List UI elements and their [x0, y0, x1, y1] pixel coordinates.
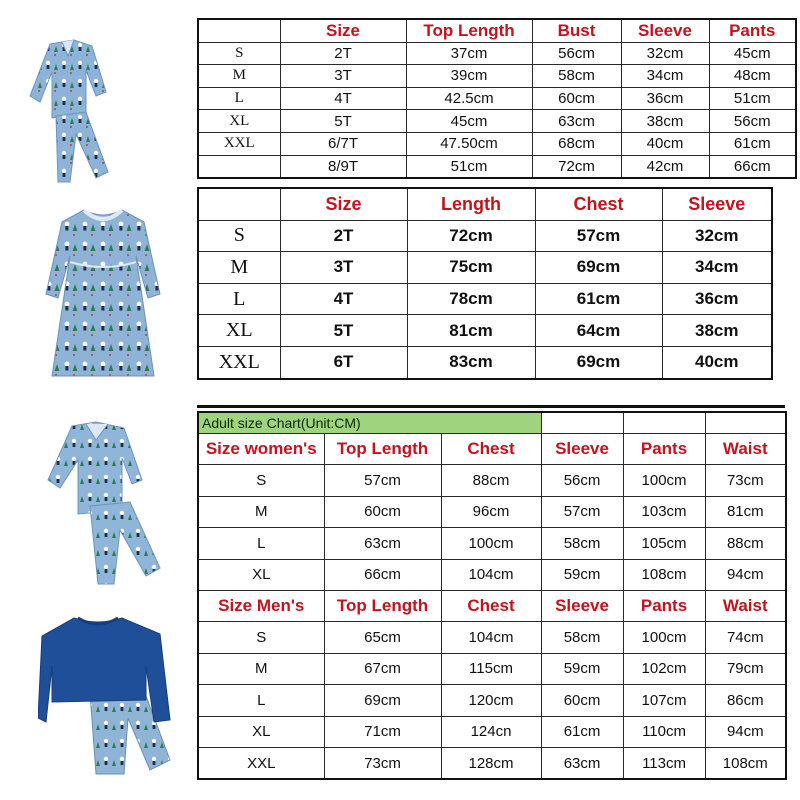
table-cell: 81cm	[407, 315, 535, 347]
table-row	[198, 496, 786, 527]
table-cell: 61cm	[535, 283, 662, 315]
table-cell: 40cm	[662, 346, 772, 378]
table-cell: 2T	[280, 220, 407, 252]
table-row	[198, 716, 786, 747]
table-cell: 48cm	[709, 65, 796, 88]
table-row	[198, 315, 772, 347]
header-cell: Pants	[623, 590, 705, 621]
table-cell: 51cm	[406, 155, 532, 178]
table-cell: 59cm	[541, 653, 623, 684]
table-cell: 4T	[280, 87, 406, 110]
table-cell: 115cm	[441, 653, 541, 684]
table-cell: 42cm	[621, 155, 709, 178]
size-label: S	[198, 42, 280, 65]
table-cell: 94cm	[705, 716, 786, 747]
table-cell: 69cm	[535, 346, 662, 378]
table-cell: 6T	[280, 346, 407, 378]
table-cell: 63cm	[541, 747, 623, 779]
table-cell: 66cm	[324, 559, 441, 590]
table-cell: 32cm	[662, 220, 772, 252]
header-cell: Bust	[532, 19, 621, 42]
table-cell: 63cm	[324, 528, 441, 559]
table-cell: 69cm	[324, 685, 441, 716]
table-cell: 72cm	[532, 155, 621, 178]
header-cell: Chest	[535, 188, 662, 220]
table-cell: 34cm	[662, 252, 772, 284]
table-cell: 6/7T	[280, 132, 406, 155]
table-cell: 100cm	[623, 465, 705, 496]
table-row	[198, 653, 786, 684]
table-cell: 58cm	[541, 622, 623, 653]
table-cell: 36cm	[621, 87, 709, 110]
header-cell: Sleeve	[541, 590, 623, 621]
header-cell	[198, 19, 280, 42]
table-cell: 56cm	[532, 42, 621, 65]
header-cell: Length	[407, 188, 535, 220]
table-cell: 57cm	[324, 465, 441, 496]
size-label: M	[198, 252, 280, 284]
table-cell: 66cm	[709, 155, 796, 178]
table-cell: 72cm	[407, 220, 535, 252]
table-cell: 69cm	[535, 252, 662, 284]
table-cell: 2T	[280, 42, 406, 65]
table-cell: 74cm	[705, 622, 786, 653]
table-cell: 58cm	[541, 528, 623, 559]
table-cell: 51cm	[709, 87, 796, 110]
table-cell: 94cm	[705, 559, 786, 590]
kids-set-size-table	[197, 18, 797, 179]
table-cell: 39cm	[406, 65, 532, 88]
header-cell: Top Length	[406, 19, 532, 42]
women-header-row	[198, 434, 786, 465]
header-cell: Sleeve	[662, 188, 772, 220]
table-row	[198, 87, 796, 110]
table-cell: 108cm	[705, 747, 786, 779]
table-cell: 120cm	[441, 685, 541, 716]
table-cell: 71cm	[324, 716, 441, 747]
table-cell: 65cm	[324, 622, 441, 653]
size-label: M	[198, 653, 324, 684]
table-cell: 56cm	[541, 465, 623, 496]
table-cell: 96cm	[441, 496, 541, 527]
table-row	[198, 622, 786, 653]
table-cell: 40cm	[621, 132, 709, 155]
adult-size-table	[197, 411, 787, 780]
mens-pajama-set-photo	[38, 610, 174, 776]
table-cell: 88cm	[441, 465, 541, 496]
table-cell: 128cm	[441, 747, 541, 779]
table-row	[198, 685, 786, 716]
table-cell: 8/9T	[280, 155, 406, 178]
table-cell: 64cm	[535, 315, 662, 347]
table-cell: 67cm	[324, 653, 441, 684]
table-cell: 32cm	[621, 42, 709, 65]
size-label: M	[198, 496, 324, 527]
table-cell: 36cm	[662, 283, 772, 315]
size-label: S	[198, 622, 324, 653]
header-cell: Chest	[441, 434, 541, 465]
size-label: XL	[198, 315, 280, 347]
table-cell: 47.50cm	[406, 132, 532, 155]
table-cell: 73cm	[324, 747, 441, 779]
size-label: L	[198, 685, 324, 716]
table-cell: 88cm	[705, 528, 786, 559]
table-cell: 105cm	[623, 528, 705, 559]
table-cell: 60cm	[324, 496, 441, 527]
table-cell	[541, 412, 623, 434]
header-cell: Size	[280, 188, 407, 220]
adult-chart-title: Adult size Chart(Unit:CM)	[198, 412, 541, 434]
table-cell: 38cm	[621, 110, 709, 133]
table-cell: 108cm	[623, 559, 705, 590]
table-cell: 61cm	[709, 132, 796, 155]
table-cell: 79cm	[705, 653, 786, 684]
table-cell: 38cm	[662, 315, 772, 347]
table-cell: 59cm	[541, 559, 623, 590]
men-header-row	[198, 590, 786, 621]
adult-chart-title-row	[198, 412, 786, 434]
size-label: S	[198, 465, 324, 496]
table-row	[198, 220, 772, 252]
table-row	[198, 283, 772, 315]
header-cell: Sleeve	[541, 434, 623, 465]
table-cell: 104cm	[441, 622, 541, 653]
kids-nightgown-photo	[44, 198, 162, 380]
table-cell: 42.5cm	[406, 87, 532, 110]
table-cell: 113cm	[623, 747, 705, 779]
size-label: XL	[198, 716, 324, 747]
table-cell: 56cm	[709, 110, 796, 133]
table-cell	[705, 412, 786, 434]
table-cell: 110cm	[623, 716, 705, 747]
table-cell: 75cm	[407, 252, 535, 284]
table-row	[198, 559, 786, 590]
table-row	[198, 132, 796, 155]
size-label: S	[198, 220, 280, 252]
table-cell: 86cm	[705, 685, 786, 716]
table-row	[198, 42, 796, 65]
size-label: M	[198, 65, 280, 88]
table-cell: 5T	[280, 315, 407, 347]
table-cell: 78cm	[407, 283, 535, 315]
section-divider	[197, 405, 785, 408]
size-label	[198, 155, 280, 178]
table-cell: 60cm	[541, 685, 623, 716]
size-label: L	[198, 87, 280, 110]
size-label: XL	[198, 110, 280, 133]
header-cell: Size Men's	[198, 590, 324, 621]
table-row	[198, 528, 786, 559]
table-row	[198, 65, 796, 88]
header-cell: Chest	[441, 590, 541, 621]
table-cell: 107cm	[623, 685, 705, 716]
size-label: XL	[198, 559, 324, 590]
table-header-row	[198, 19, 796, 42]
table-row	[198, 465, 786, 496]
header-cell: Top Length	[324, 434, 441, 465]
table-cell: 45cm	[709, 42, 796, 65]
header-cell: Waist	[705, 590, 786, 621]
table-cell: 4T	[280, 283, 407, 315]
table-row	[198, 346, 772, 378]
size-label: XXL	[198, 132, 280, 155]
header-cell: Size	[280, 19, 406, 42]
table-cell: 68cm	[532, 132, 621, 155]
table-cell: 103cm	[623, 496, 705, 527]
table-cell: 124cn	[441, 716, 541, 747]
size-label: XXL	[198, 346, 280, 378]
table-cell: 102cm	[623, 653, 705, 684]
header-cell	[198, 188, 280, 220]
header-cell: Sleeve	[621, 19, 709, 42]
table-cell: 5T	[280, 110, 406, 133]
table-cell: 73cm	[705, 465, 786, 496]
table-cell: 81cm	[705, 496, 786, 527]
size-label: L	[198, 528, 324, 559]
table-cell: 100cm	[441, 528, 541, 559]
table-cell: 83cm	[407, 346, 535, 378]
kids-dress-size-table	[197, 187, 773, 380]
header-cell: Waist	[705, 434, 786, 465]
table-cell: 58cm	[532, 65, 621, 88]
table-cell: 104cm	[441, 559, 541, 590]
table-cell: 3T	[280, 252, 407, 284]
table-header-row	[198, 188, 772, 220]
table-cell: 57cm	[541, 496, 623, 527]
header-cell: Top Length	[324, 590, 441, 621]
header-cell: Pants	[709, 19, 796, 42]
size-label: L	[198, 283, 280, 315]
table-cell: 100cm	[623, 622, 705, 653]
kids-pajama-set-photo	[12, 22, 122, 192]
size-label: XXL	[198, 747, 324, 779]
table-cell: 3T	[280, 65, 406, 88]
header-cell: Pants	[623, 434, 705, 465]
table-row	[198, 155, 796, 178]
womens-pajama-set-photo	[38, 418, 164, 588]
table-cell: 45cm	[406, 110, 532, 133]
table-cell: 57cm	[535, 220, 662, 252]
table-row	[198, 252, 772, 284]
table-row	[198, 110, 796, 133]
table-cell: 60cm	[532, 87, 621, 110]
table-cell	[623, 412, 705, 434]
table-cell: 63cm	[532, 110, 621, 133]
table-cell: 61cm	[541, 716, 623, 747]
table-cell: 34cm	[621, 65, 709, 88]
header-cell: Size women's	[198, 434, 324, 465]
table-cell: 37cm	[406, 42, 532, 65]
table-row	[198, 747, 786, 779]
